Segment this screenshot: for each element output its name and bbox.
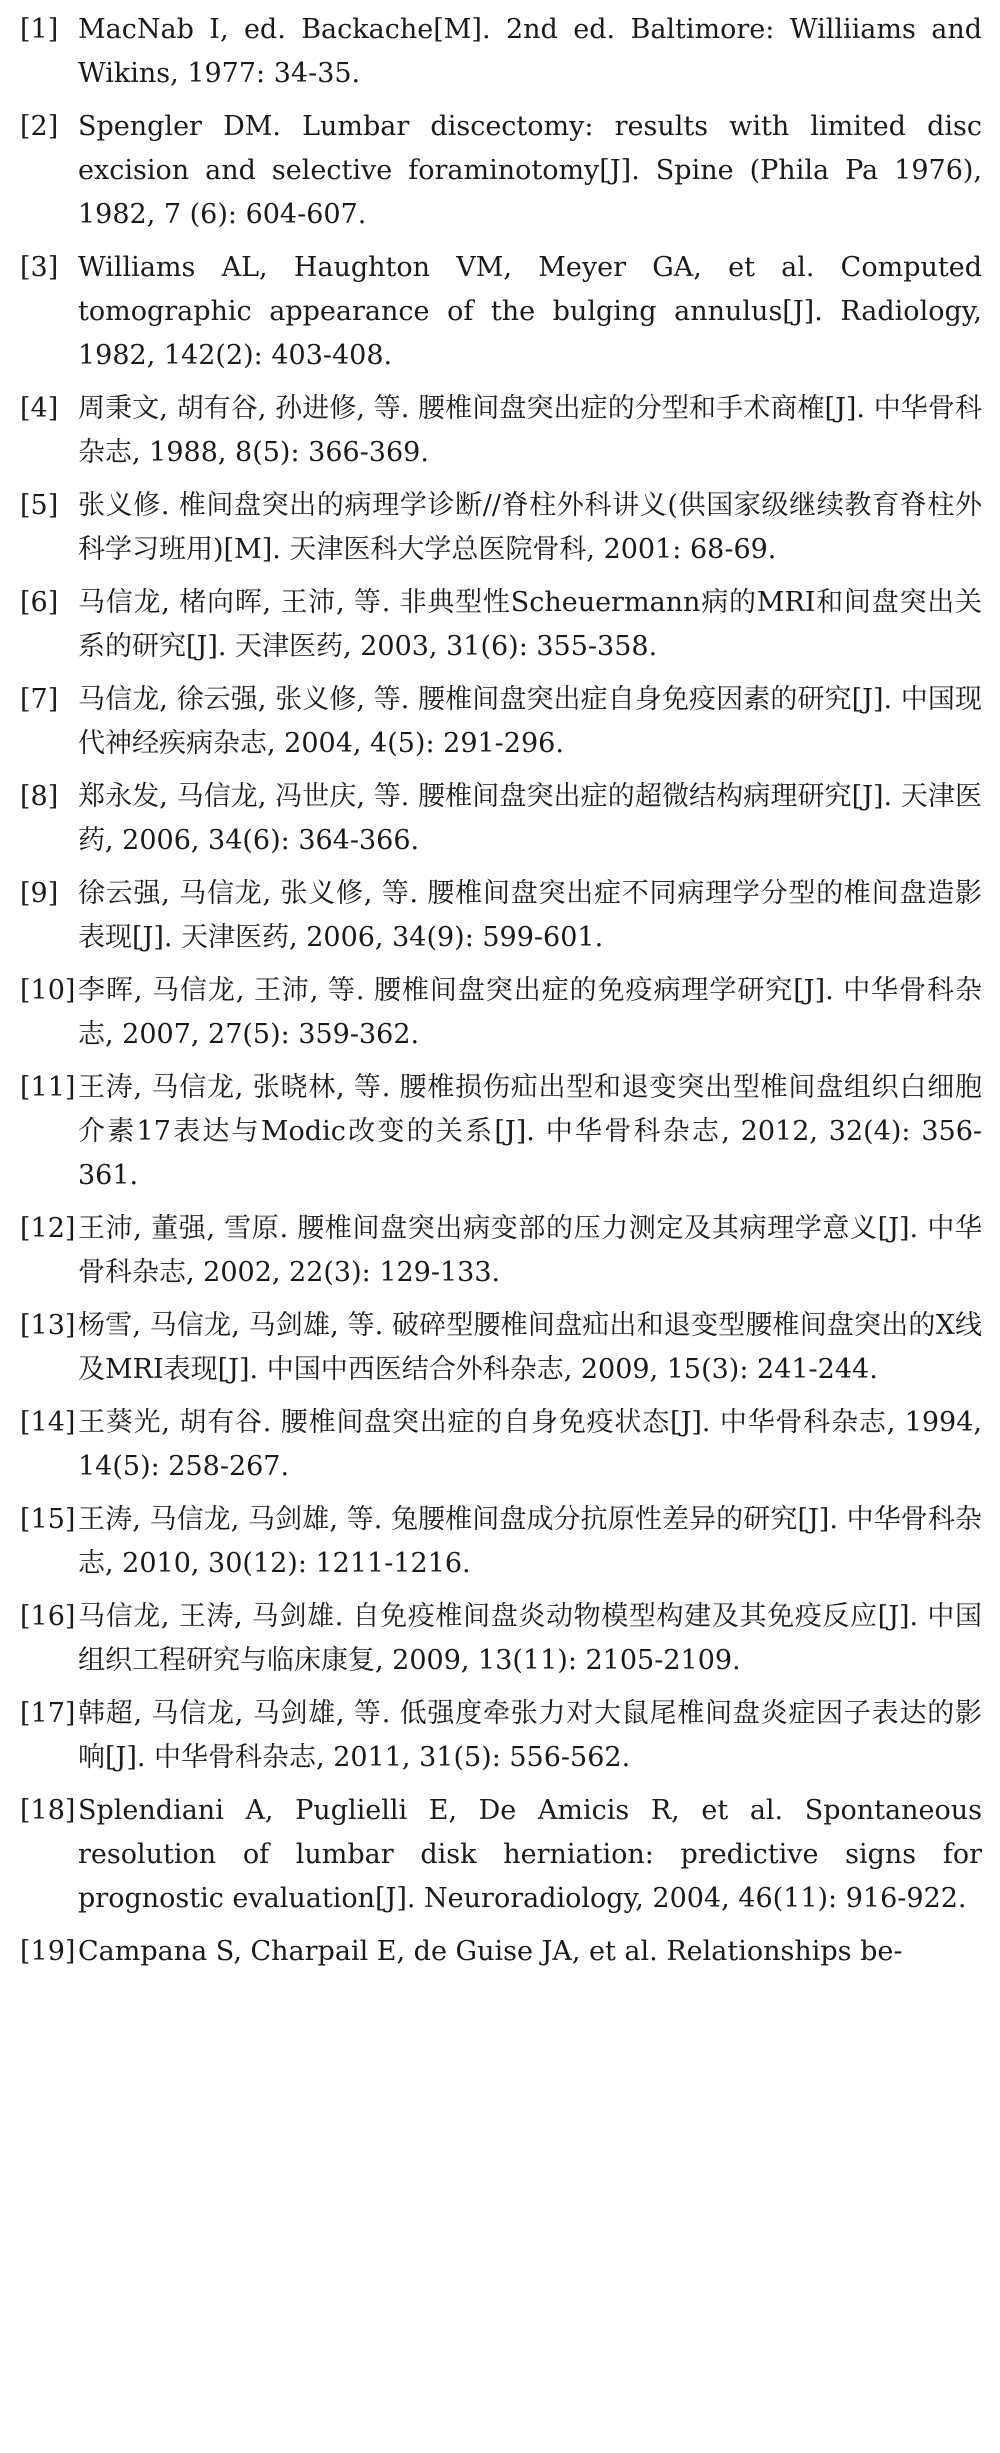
- reference-item: [20, 387, 982, 475]
- reference-item: [20, 1401, 982, 1489]
- reference-list: [20, 8, 982, 1983]
- reference-text: 王涛, 马信龙, 马剑雄, 等. 兔腰椎间盘成分抗原性差异的研究[J]. 中华骨科杂志, 2010, 30(12): 1211-1216.: [78, 1504, 982, 1579]
- reference-number: [2]: [20, 111, 59, 142]
- reference-text: 郑永发, 马信龙, 冯世庆, 等. 腰椎间盘突出症的超微结构病理研究[J]. 天津医药, 2006, 34(6): 364-366.: [78, 781, 982, 856]
- reference-number: [19]: [20, 1936, 76, 1967]
- reference-item: [20, 105, 982, 237]
- reference-item: [20, 1789, 982, 1921]
- reference-item: [20, 581, 982, 669]
- reference-number: [9]: [20, 878, 59, 909]
- reference-item: [20, 1595, 982, 1683]
- reference-number: [12]: [20, 1213, 76, 1244]
- reference-number: [3]: [20, 252, 59, 283]
- reference-number: [18]: [20, 1795, 76, 1826]
- reference-item: [20, 1930, 982, 1974]
- reference-item: [20, 969, 982, 1057]
- reference-item: [20, 1692, 982, 1780]
- reference-number: [6]: [20, 587, 59, 618]
- reference-text: Williams AL, Haughton VM, Meyer GA, et al. Computed tomographic appearance of the bulging annulus[J]. Radiology, 1982, 142(2): 403-408.: [78, 252, 982, 371]
- reference-number: [10]: [20, 975, 76, 1006]
- reference-item: [20, 1207, 982, 1295]
- reference-text: Campana S, Charpail E, de Guise JA, et al. Relationships be-: [78, 1936, 903, 1967]
- reference-text: 周秉文, 胡有谷, 孙进修, 等. 腰椎间盘突出症的分型和手术商榷[J]. 中华骨科杂志, 1988, 8(5): 366-369.: [78, 393, 982, 468]
- reference-number: [8]: [20, 781, 59, 812]
- reference-text: 韩超, 马信龙, 马剑雄, 等. 低强度牵张力对大鼠尾椎间盘炎症因子表达的影响[J]. 中华骨科杂志, 2011, 31(5): 556-562.: [78, 1698, 982, 1773]
- reference-number: [7]: [20, 684, 59, 715]
- reference-text: Spengler DM. Lumbar discectomy: results with limited disc excision and selective foraminotomy[J]. Spine (Phila Pa 1976), 1982, 7 (6): 604-607.: [78, 111, 982, 230]
- reference-number: [13]: [20, 1310, 76, 1341]
- reference-item: [20, 1066, 982, 1198]
- reference-number: [14]: [20, 1407, 76, 1438]
- reference-text: 徐云强, 马信龙, 张义修, 等. 腰椎间盘突出症不同病理学分型的椎间盘造影表现[J]. 天津医药, 2006, 34(9): 599-601.: [78, 878, 982, 953]
- reference-item: [20, 872, 982, 960]
- reference-text: 马信龙, 王涛, 马剑雄. 自免疫椎间盘炎动物模型构建及其免疫反应[J]. 中国组织工程研究与临床康复, 2009, 13(11): 2105-2109.: [78, 1601, 982, 1676]
- reference-text: 王沛, 董强, 雪原. 腰椎间盘突出病变部的压力测定及其病理学意义[J]. 中华骨科杂志, 2002, 22(3): 129-133.: [78, 1213, 982, 1288]
- reference-text: Splendiani A, Puglielli E, De Amicis R, et al. Spontaneous resolution of lumbar disk herniation: predictive signs for prognostic evaluation[J]. Neuroradiology, 2004, 46(11): 916-922.: [78, 1795, 982, 1914]
- reference-item: [20, 484, 982, 572]
- reference-item: [20, 246, 982, 378]
- reference-item: [20, 678, 982, 766]
- reference-number: [4]: [20, 393, 59, 424]
- reference-number: [15]: [20, 1504, 76, 1535]
- reference-text: 李晖, 马信龙, 王沛, 等. 腰椎间盘突出症的免疫病理学研究[J]. 中华骨科杂志, 2007, 27(5): 359-362.: [78, 975, 982, 1050]
- reference-text: 马信龙, 楮向晖, 王沛, 等. 非典型性Scheuermann病的MRI和间盘突出关系的研究[J]. 天津医药, 2003, 31(6): 355-358.: [78, 587, 982, 662]
- reference-number: [5]: [20, 490, 59, 521]
- reference-item: [20, 775, 982, 863]
- reference-number: [1]: [20, 14, 59, 45]
- reference-text: 张义修. 椎间盘突出的病理学诊断//脊柱外科讲义(供国家级继续教育脊柱外科学习班用)[M]. 天津医科大学总医院骨科, 2001: 68-69.: [78, 490, 982, 565]
- reference-number: [11]: [20, 1072, 76, 1103]
- reference-item: [20, 8, 982, 96]
- reference-item: [20, 1304, 982, 1392]
- reference-number: [17]: [20, 1698, 76, 1729]
- reference-text: 王涛, 马信龙, 张晓林, 等. 腰椎损伤疝出型和退变突出型椎间盘组织白细胞介素17表达与Modic改变的关系[J]. 中华骨科杂志, 2012, 32(4): 356-361.: [78, 1072, 982, 1191]
- reference-text: 杨雪, 马信龙, 马剑雄, 等. 破碎型腰椎间盘疝出和退变型腰椎间盘突出的X线及MRI表现[J]. 中国中西医结合外科杂志, 2009, 15(3): 241-244.: [78, 1310, 982, 1385]
- reference-text: 马信龙, 徐云强, 张义修, 等. 腰椎间盘突出症自身免疫因素的研究[J]. 中国现代神经疾病杂志, 2004, 4(5): 291-296.: [78, 684, 982, 759]
- reference-text: 王葵光, 胡有谷. 腰椎间盘突出症的自身免疫状态[J]. 中华骨科杂志, 1994, 14(5): 258-267.: [78, 1407, 982, 1482]
- reference-item: [20, 1498, 982, 1586]
- reference-text: MacNab I, ed. Backache[M]. 2nd ed. Baltimore: Williiams and Wikins, 1977: 34-35.: [78, 14, 982, 89]
- reference-number: [16]: [20, 1601, 76, 1632]
